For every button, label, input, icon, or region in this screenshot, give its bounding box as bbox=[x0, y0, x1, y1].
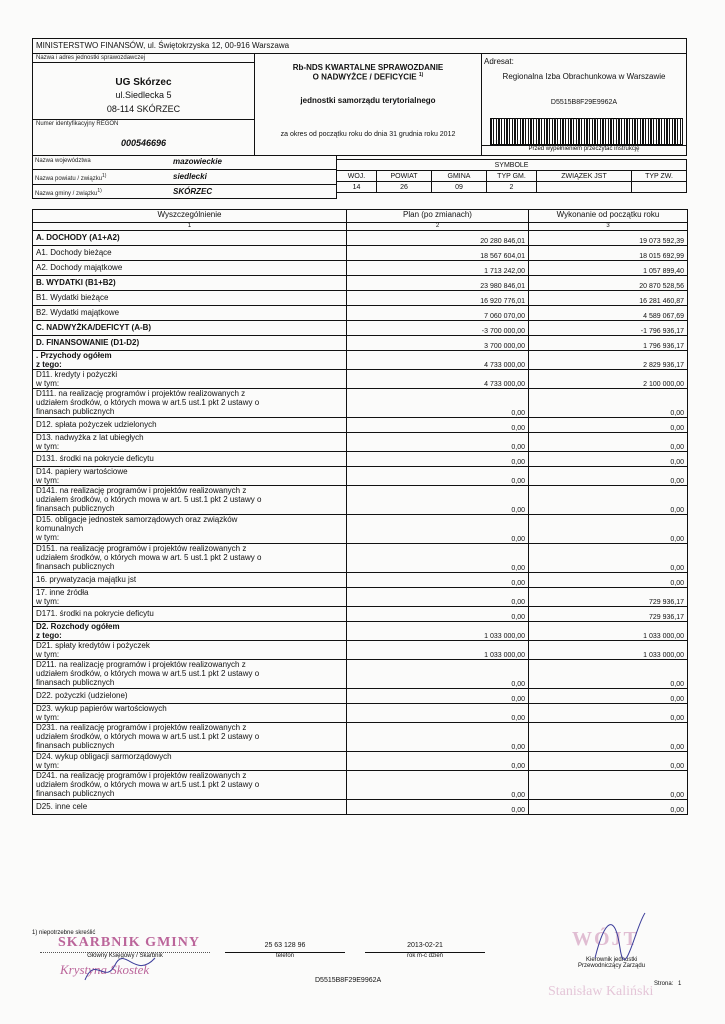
page-label: Strona: bbox=[654, 981, 674, 987]
location-box bbox=[32, 155, 337, 199]
phone-label: telefon bbox=[275, 953, 294, 959]
table-row bbox=[33, 660, 688, 689]
row-label: B. WYDATKI (B1+B2) bbox=[33, 276, 347, 291]
symbol-header: POWIAT bbox=[377, 171, 432, 182]
row-execution-value: 4 589 067,69 bbox=[529, 306, 688, 321]
table-row bbox=[33, 544, 688, 573]
row-execution-value: 729 936,17 bbox=[529, 588, 688, 607]
report-period: za okres od początku roku do dnia 31 grudnia roku 2012 bbox=[280, 130, 456, 138]
table-row bbox=[33, 515, 688, 544]
row-execution-value: 1 796 936,17 bbox=[529, 336, 688, 351]
symbol-value: 2 bbox=[487, 182, 537, 193]
footnote: 1) niepotrzebne skreślić bbox=[32, 930, 96, 936]
addressee-label: Adresat: bbox=[484, 57, 514, 66]
table-row bbox=[33, 800, 688, 815]
table-row bbox=[33, 622, 688, 641]
row-execution-value: 1 033 000,00 bbox=[529, 641, 688, 660]
date-value: 2013-02-21 bbox=[407, 942, 443, 949]
footer-doc-code: D5515B8F29E9962A bbox=[315, 977, 382, 984]
row-execution-value: 0,00 bbox=[529, 452, 688, 467]
row-execution-value: 0,00 bbox=[529, 486, 688, 515]
row-execution-value: 19 073 592,39 bbox=[529, 231, 688, 246]
row-plan-value: 0,00 bbox=[347, 573, 529, 588]
row-plan-value: -3 700 000,00 bbox=[347, 321, 529, 336]
accountant-signature-stamp: Krystyna Skostek bbox=[60, 962, 150, 977]
table-row bbox=[33, 261, 688, 276]
county-sup: 1) bbox=[102, 173, 107, 179]
table-row bbox=[33, 351, 688, 370]
voivodeship-label: Nazwa województwa bbox=[35, 158, 91, 164]
row-label: D211. na realizację programów i projektów realizowanych z udziałem środków, o których mowa w art.5 ust.1 pkt 2 ustawy o finansach publicznych bbox=[33, 660, 347, 689]
row-plan-value: 0,00 bbox=[347, 689, 529, 704]
row-plan-value: 0,00 bbox=[347, 389, 529, 418]
table-row bbox=[33, 321, 688, 336]
row-plan-value: 1 713 242,00 bbox=[347, 261, 529, 276]
head-stamp: WÓJT bbox=[572, 928, 639, 950]
row-label: D11. kredyty i pożyczki w tym: bbox=[33, 370, 347, 389]
row-execution-value: 0,00 bbox=[529, 771, 688, 800]
row-execution-value: 20 870 528,56 bbox=[529, 276, 688, 291]
symbol-header: TYP GM. bbox=[487, 171, 537, 182]
row-plan-value: 0,00 bbox=[347, 452, 529, 467]
row-plan-value: 0,00 bbox=[347, 607, 529, 622]
table-row bbox=[33, 573, 688, 588]
report-subtitle: jednostki samorządu terytorialnego bbox=[300, 95, 436, 105]
table-row bbox=[33, 689, 688, 704]
report-title-2 bbox=[255, 72, 481, 82]
table-row bbox=[33, 771, 688, 800]
date-label: rok m-c dzień bbox=[406, 953, 443, 959]
col-number: 2 bbox=[347, 223, 529, 231]
row-label: D141. na realizację programów i projektów realizowanych z udziałem środków, o których mowa w art. 5 ust.1 pkt 2 ustawy o finansach publicznych bbox=[33, 486, 347, 515]
row-label: D111. na realizację programów i projektów realizowanych z udziałem środków, o których mowa w art.5 ust.1 pkt 2 ustawy o finansach publicznych bbox=[33, 389, 347, 418]
row-execution-value: 1 057 899,40 bbox=[529, 261, 688, 276]
financial-table bbox=[32, 209, 688, 815]
row-execution-value: 729 936,17 bbox=[529, 607, 688, 622]
row-plan-value: 0,00 bbox=[347, 771, 529, 800]
head-label-1: Kierownik jednostki bbox=[586, 957, 638, 963]
addressee-name: Regionalna Izba Obrachunkowa w Warszawie bbox=[502, 72, 666, 81]
row-plan-value: 0,00 bbox=[347, 418, 529, 433]
row-execution-value: 1 033 000,00 bbox=[529, 622, 688, 641]
row-execution-value: 0,00 bbox=[529, 544, 688, 573]
phone-value: 25 63 128 96 bbox=[264, 942, 306, 949]
row-execution-value: 2 100 000,00 bbox=[529, 370, 688, 389]
col-number: 1 bbox=[33, 223, 347, 231]
voivodeship-value: mazowieckie bbox=[173, 157, 222, 166]
table-row bbox=[33, 467, 688, 486]
unit-city: 08-114 SKÓRZEC bbox=[106, 104, 181, 114]
row-plan-value: 0,00 bbox=[347, 704, 529, 723]
symbol-value bbox=[537, 182, 632, 193]
accountant-label: Główny Księgowy / Skarbnik bbox=[87, 953, 163, 959]
row-label: D13. nadwyżka z lat ubiegłych w tym: bbox=[33, 433, 347, 452]
row-plan-value: 7 060 070,00 bbox=[347, 306, 529, 321]
row-label: D24. wykup obligacji sarmorządowych w tym: bbox=[33, 752, 347, 771]
gmina-value: SKÓRZEC bbox=[173, 187, 213, 196]
unit-name: UG Skórzec bbox=[115, 77, 172, 88]
row-label: D12. spłata pożyczek udzielonych bbox=[33, 418, 347, 433]
row-label: D231. na realizację programów i projektów realizowanych z udziałem środków, o których mowa w art.5 ust.1 pkt 2 ustawy o finansach publicznych bbox=[33, 723, 347, 752]
row-execution-value: 16 281 460,87 bbox=[529, 291, 688, 306]
regon-label: Numer identyfikacyjny REGON bbox=[33, 119, 254, 128]
row-execution-value: 18 015 692,99 bbox=[529, 246, 688, 261]
row-plan-value: 0,00 bbox=[347, 660, 529, 689]
table-row bbox=[33, 306, 688, 321]
row-plan-value: 0,00 bbox=[347, 800, 529, 815]
unit-label: Nazwa i adres jednostki sprawozdawczej bbox=[33, 54, 254, 63]
row-plan-value: 0,00 bbox=[347, 588, 529, 607]
table-row bbox=[33, 389, 688, 418]
table-row bbox=[33, 370, 688, 389]
row-label: D23. wykup papierów wartościowych w tym: bbox=[33, 704, 347, 723]
head-label-2: Przewodniczący Zarządu bbox=[578, 963, 646, 969]
row-plan-value: 4 733 000,00 bbox=[347, 351, 529, 370]
symbol-header: ZWIĄZEK JST bbox=[537, 171, 632, 182]
row-plan-value: 0,00 bbox=[347, 723, 529, 752]
symbols-table bbox=[336, 159, 687, 193]
table-body bbox=[33, 231, 688, 815]
row-label: D2. Rozchody ogółem z tego: bbox=[33, 622, 347, 641]
row-label: D151. na realizację programów i projektów realizowanych z udziałem środków, o których mowa w art. 5 ust.1 pkt 2 ustawy o finansach publicznych bbox=[33, 544, 347, 573]
gmina-label bbox=[35, 188, 102, 197]
county-value: siedlecki bbox=[173, 172, 207, 181]
row-execution-value: 0,00 bbox=[529, 704, 688, 723]
row-label: D25. inne cele bbox=[33, 800, 347, 815]
reporting-unit-box bbox=[32, 53, 255, 156]
table-row bbox=[33, 336, 688, 351]
row-label: D14. papiery wartościowe w tym: bbox=[33, 467, 347, 486]
row-execution-value: 0,00 bbox=[529, 723, 688, 752]
symbol-value bbox=[632, 182, 687, 193]
ministry-header: MINISTERSTWO FINANSÓW, ul. Świętokrzyska 12, 00-916 Warszawa bbox=[32, 38, 687, 54]
instruction-note: Przed wypełnieniem przeczytać instrukcję bbox=[482, 145, 686, 152]
voivodeship-row bbox=[33, 156, 336, 170]
table-row bbox=[33, 291, 688, 306]
row-label: . Przychody ogółem z tego: bbox=[33, 351, 347, 370]
row-execution-value: 0,00 bbox=[529, 389, 688, 418]
row-plan-value: 23 980 846,01 bbox=[347, 276, 529, 291]
row-execution-value: 0,00 bbox=[529, 689, 688, 704]
row-plan-value: 3 700 000,00 bbox=[347, 336, 529, 351]
row-label: 17. inne źródła w tym: bbox=[33, 588, 347, 607]
table-row bbox=[33, 231, 688, 246]
col-number: 3 bbox=[529, 223, 688, 231]
row-execution-value: 2 829 936,17 bbox=[529, 351, 688, 370]
row-label: D131. środki na pokrycie deficytu bbox=[33, 452, 347, 467]
row-plan-value: 0,00 bbox=[347, 433, 529, 452]
row-plan-value: 0,00 bbox=[347, 515, 529, 544]
table-row bbox=[33, 276, 688, 291]
gmina-row bbox=[33, 185, 336, 199]
row-label: D21. spłaty kredytów i pożyczek w tym: bbox=[33, 641, 347, 660]
row-label: D15. obligacje jednostek samorządowych oraz związków komunalnych w tym: bbox=[33, 515, 347, 544]
symbol-value: 26 bbox=[377, 182, 432, 193]
report-title-sup: 1) bbox=[418, 72, 424, 78]
row-plan-value: 1 033 000,00 bbox=[347, 622, 529, 641]
table-row bbox=[33, 704, 688, 723]
symbols-title: SYMBOLE bbox=[337, 160, 687, 171]
row-label: D. FINANSOWANIE (D1-D2) bbox=[33, 336, 347, 351]
gmina-label-text: Nazwa gminy / związku bbox=[35, 191, 98, 197]
table-row bbox=[33, 752, 688, 771]
symbol-value: 14 bbox=[337, 182, 377, 193]
county-label bbox=[35, 173, 106, 182]
row-label: C. NADWYŻKA/DEFICYT (A-B) bbox=[33, 321, 347, 336]
row-execution-value: 0,00 bbox=[529, 515, 688, 544]
row-execution-value: 0,00 bbox=[529, 573, 688, 588]
row-execution-value: 0,00 bbox=[529, 433, 688, 452]
report-title-box bbox=[254, 53, 482, 156]
accountant-stamp: SKARBNIK GMINY bbox=[58, 935, 200, 950]
row-plan-value: 20 280 846,01 bbox=[347, 231, 529, 246]
row-label: B1. Wydatki bieżące bbox=[33, 291, 347, 306]
signature-scribble-right bbox=[585, 908, 655, 968]
symbol-header: GMINA bbox=[432, 171, 487, 182]
table-row bbox=[33, 723, 688, 752]
row-execution-value: 0,00 bbox=[529, 418, 688, 433]
row-label: D171. środki na pokrycie deficytu bbox=[33, 607, 347, 622]
table-row bbox=[33, 452, 688, 467]
row-plan-value: 0,00 bbox=[347, 486, 529, 515]
page-number: 1 bbox=[678, 981, 682, 987]
row-label: B2. Wydatki majątkowe bbox=[33, 306, 347, 321]
county-label-text: Nazwa powiatu / związku bbox=[35, 176, 103, 182]
regon-value: 000546696 bbox=[120, 138, 167, 148]
table-row bbox=[33, 588, 688, 607]
table-row bbox=[33, 607, 688, 622]
table-row bbox=[33, 246, 688, 261]
row-execution-value: 0,00 bbox=[529, 660, 688, 689]
col-header-description: Wyszczególnienie bbox=[33, 210, 347, 223]
col-header-plan: Plan (po zmianach) bbox=[347, 210, 529, 223]
report-title-2-text: O NADWYŻCE / DEFICYCIE bbox=[312, 72, 417, 82]
table-row bbox=[33, 433, 688, 452]
row-label: 16. prywatyzacja majątku jst bbox=[33, 573, 347, 588]
symbol-header: TYP ZW. bbox=[632, 171, 687, 182]
row-execution-value: 0,00 bbox=[529, 467, 688, 486]
row-label: A. DOCHODY (A1+A2) bbox=[33, 231, 347, 246]
barcode-graphic bbox=[490, 118, 683, 145]
col-header-execution: Wykonanie od początku roku bbox=[529, 210, 688, 223]
county-row bbox=[33, 170, 336, 185]
row-plan-value: 0,00 bbox=[347, 544, 529, 573]
row-plan-value: 4 733 000,00 bbox=[347, 370, 529, 389]
row-execution-value: -1 796 936,17 bbox=[529, 321, 688, 336]
table-row bbox=[33, 641, 688, 660]
row-label: D241. na realizację programów i projektów realizowanych z udziałem środków, o których mowa w art.5 ust.1 pkt 2 ustawy o finansach publicznych bbox=[33, 771, 347, 800]
row-plan-value: 0,00 bbox=[347, 467, 529, 486]
report-title-1: Rb-NDS KWARTALNE SPRAWOZDANIE bbox=[292, 63, 444, 72]
doc-code: D5515B8F29E9962A bbox=[550, 99, 618, 106]
row-plan-value: 0,00 bbox=[347, 752, 529, 771]
row-execution-value: 0,00 bbox=[529, 752, 688, 771]
table-row bbox=[33, 486, 688, 515]
table-row bbox=[33, 418, 688, 433]
row-plan-value: 1 033 000,00 bbox=[347, 641, 529, 660]
row-plan-value: 16 920 776,01 bbox=[347, 291, 529, 306]
symbol-value: 09 bbox=[432, 182, 487, 193]
row-execution-value: 0,00 bbox=[529, 800, 688, 815]
symbol-header: WOJ. bbox=[337, 171, 377, 182]
row-plan-value: 18 567 604,01 bbox=[347, 246, 529, 261]
row-label: D22. pożyczki (udzielone) bbox=[33, 689, 347, 704]
head-signature-stamp: Stanisław Kaliński bbox=[548, 984, 654, 999]
gmina-sup: 1) bbox=[97, 188, 102, 194]
unit-street: ul.Siedlecka 5 bbox=[115, 90, 172, 100]
signature-scribble-left bbox=[80, 950, 160, 990]
row-label: A2. Dochody majątkowe bbox=[33, 261, 347, 276]
row-label: A1. Dochody bieżące bbox=[33, 246, 347, 261]
